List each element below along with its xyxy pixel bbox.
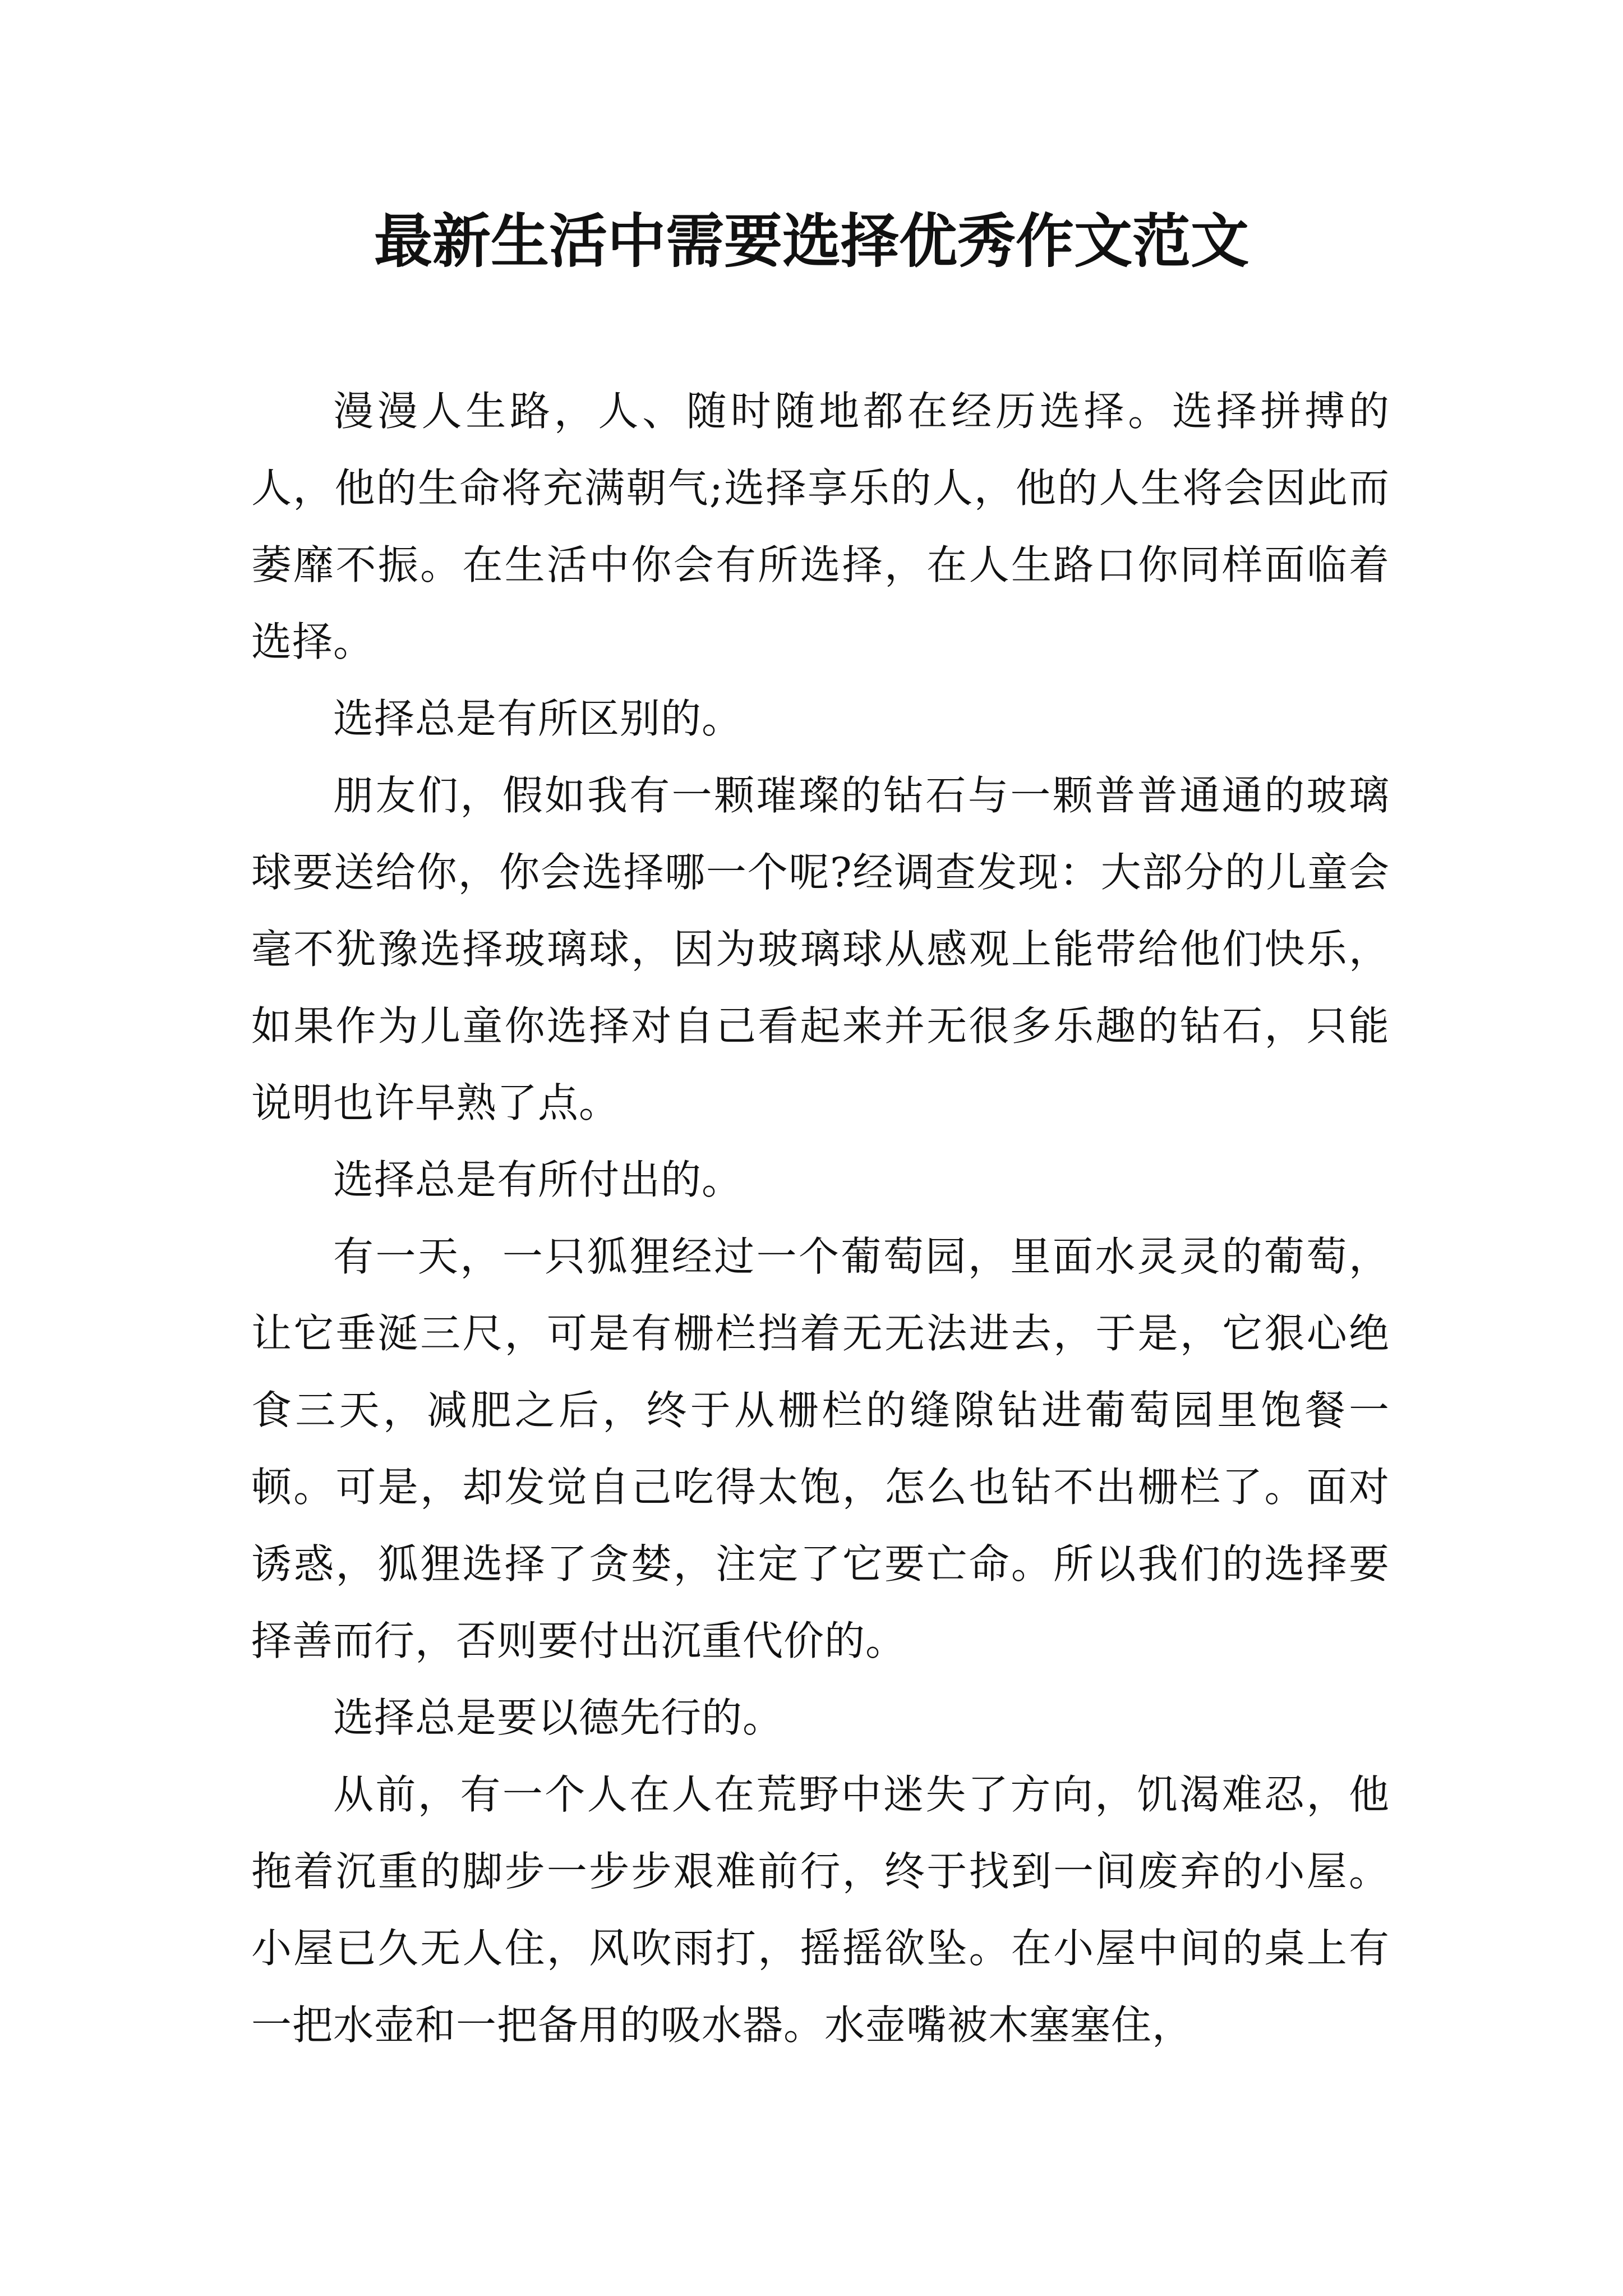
paragraph-1: 漫漫人生路，人、随时随地都在经历选择。选择拼搏的人，他的生命将充满朝气;选择享乐的人，他的人生将会因此而萎靡不振。在生活中你会有所选择，在人生路口你同样面临着选择。 (251, 388, 1390, 665)
paragraph-4: 选择总是有所付出的。 (333, 1156, 743, 1203)
paragraph-3: 朋友们，假如我有一颗璀璨的钻石与一颗普普通通的玻璃球要送给你，你会选择哪一个呢?经调查发现：大部分的儿童会毫不犹豫选择玻璃球，因为玻璃球从感观上能带给他们快乐，如果作为儿童你选择对自己看起来并无很多乐趣的钻石，只能说明也许早熟了点。 (251, 772, 1390, 1126)
document-body (251, 373, 1390, 2064)
paragraph-6: 选择总是要以德先行的。 (333, 1694, 784, 1741)
document-title: 最新生活中需要选择优秀作文范文 (374, 206, 1249, 275)
paragraph-7: 从前，有一个人在人在荒野中迷失了方向，饥渴难忍，他拖着沉重的脚步一步步艰难前行，终于找到一间废弃的小屋。小屋已久无人住，风吹雨打，摇摇欲坠。在小屋中间的桌上有一把水壶和一把备用的吸水器。水壶嘴被木塞塞住， (251, 1771, 1390, 2049)
paragraph-2: 选择总是有所区别的。 (333, 695, 743, 742)
paragraph-5: 有一天，一只狐狸经过一个葡萄园，里面水灵灵的葡萄，让它垂涎三尺，可是有栅栏挡着无无法进去，于是，它狠心绝食三天，减肥之后，终于从栅栏的缝隙钻进葡萄园里饱餐一顿。可是，却发觉自己吃得太饱，怎么也钻不出栅栏了。面对诱惑，狐狸选择了贪婪，注定了它要亡命。所以我们的选择要择善而行，否则要付出沉重代价的。 (251, 1233, 1390, 1664)
